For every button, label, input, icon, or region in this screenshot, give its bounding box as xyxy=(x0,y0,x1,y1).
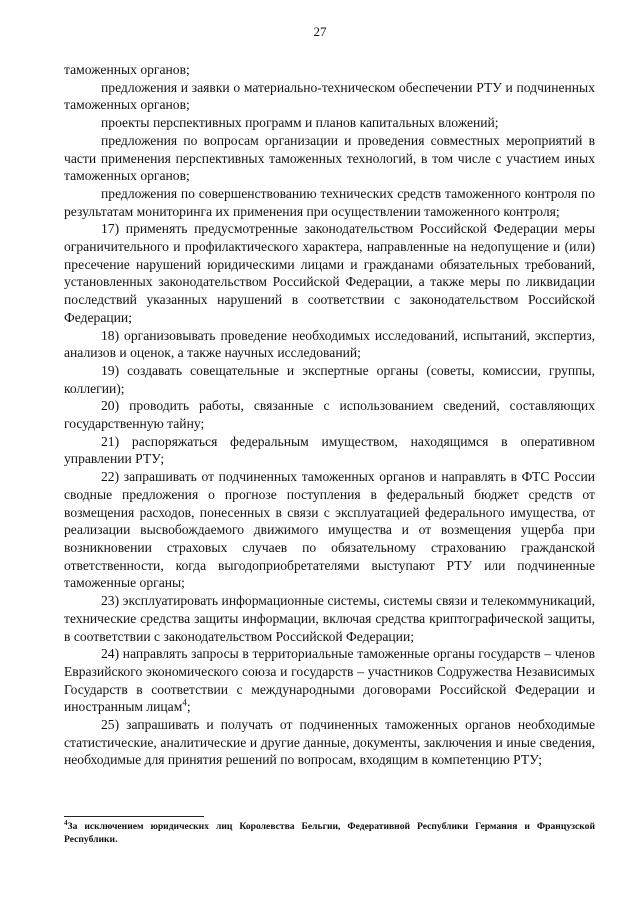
document-body xyxy=(64,61,595,769)
paragraph: предложения по вопросам организации и проведения совместных мероприятий в части применения перспективных таможенных технологий, в том числе с участием иных таможенных органов; xyxy=(64,132,595,184)
paragraph: 25) запрашивать и получать от подчиненных таможенных органов необходимые статистические, аналитические и другие данные, документы, заключения и иные сведения, необходимые для принятия решений по вопросам, входящим в компетенцию РТУ; xyxy=(64,717,595,768)
paragraph: 22) запрашивать от подчиненных таможенных органов и направлять в ФТС России сводные предложения о прогнозе поступления в федеральный бюджет средств от возмещения расходов, понесенных в связи с эксплуатацией федерального имущества, от реализации высвобождаемого движимого имущества и от возмещения ущерба при возникновении страховых случаев по обязательному страхованию гражданской ответственности, когда выгодоприобретателями выступают РТУ или подчиненные таможенные органы; xyxy=(64,469,595,591)
paragraph: 23) эксплуатировать информационные системы, системы связи и телекоммуникаций, технические средства защиты информации, включая средства криптографической защиты, в соответствии с законодательством Российской Федерации; xyxy=(64,593,595,644)
paragraph: 18) организовывать проведение необходимых исследований, испытаний, экспертиз, анализов и оценок, а также научных исследований; xyxy=(64,327,595,361)
footnote-text: За исключением юридических лиц Королевства Бельгии, Федеративной Республики Германия и Французской Республики. xyxy=(64,821,595,845)
paragraph: предложения по совершенствованию технических средств таможенного контроля по результатам мониторинга их применения при осуществлении таможенного контроля; xyxy=(64,185,595,219)
paragraph: 20) проводить работы, связанные с использованием сведений, составляющих государственную тайну; xyxy=(64,398,595,432)
paragraph: 17) применять предусмотренные законодательством Российской Федерации меры ограничительного и профилактического характера, направленные на недопущение и (или) пресечение нарушений юридическими лицами и гражданами обязательных требований, установленных законодательством Российской Федерации, а также меры по ликвидации последствий указанных нарушений в соответствии с законодательством Российской Федерации; xyxy=(64,221,595,325)
paragraph: 21) распоряжаться федеральным имуществом, находящимся в оперативном управлении РТУ; xyxy=(64,433,595,467)
paragraph: таможенных органов; xyxy=(64,62,190,77)
paragraph: предложения и заявки о материально-техническом обеспечении РТУ и подчиненных таможенных органов; xyxy=(64,79,595,113)
paragraph: 24) направлять запросы в территориальные таможенные органы государств – членов Евразийского экономического союза и государств – участников Содружества Независимых Государств в соответствии с международными договорами Российской Федерации и иностранным лицам$^4$; xyxy=(64,646,595,715)
footnote-mark: 4 xyxy=(64,818,68,827)
paragraph: 19) создавать совещательные и экспертные органы (советы, комиссии, группы, коллегии); xyxy=(64,362,595,396)
page-number: 27 xyxy=(313,24,327,39)
paragraph: проекты перспективных программ и планов капитальных вложений; xyxy=(101,115,499,131)
footnote-separator xyxy=(64,816,204,817)
footnote xyxy=(64,818,595,846)
footnote-reference: 4 xyxy=(182,697,187,708)
